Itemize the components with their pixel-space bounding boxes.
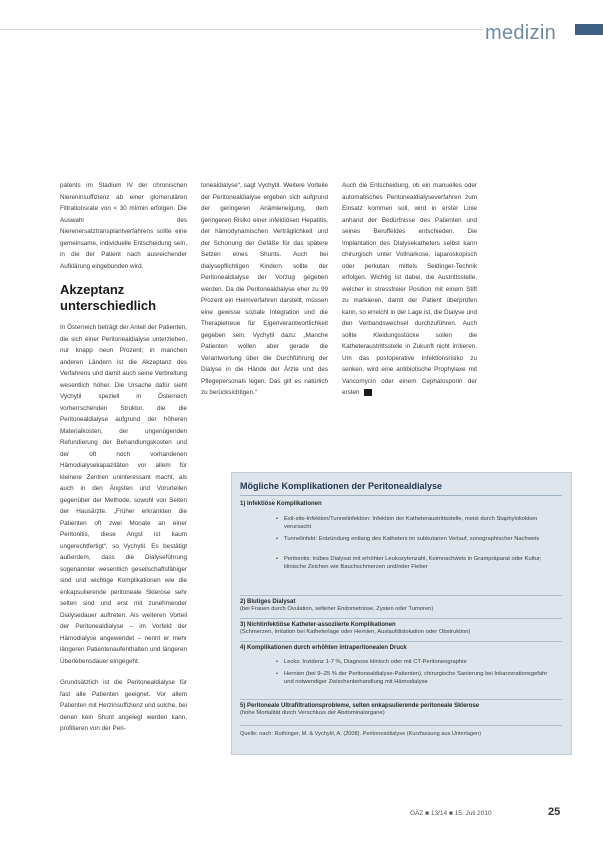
section-3-text: (Schmerzen, Irritation bei Katheterlage oder Hernien, Auslaufdislokation oder Obstruktion)	[240, 629, 471, 635]
header-rule	[0, 29, 483, 30]
page-number: 25	[548, 806, 561, 818]
section-color-bar	[575, 24, 603, 35]
box-divider	[240, 699, 562, 700]
box-section-5	[240, 703, 562, 718]
box-divider	[240, 641, 562, 642]
journal-footer: ÖÄZ ■ 13/14 ■ 15. Juli 2010	[410, 810, 492, 817]
article-column-2	[201, 180, 328, 399]
continue-marker-icon	[364, 389, 372, 396]
section-1-bullet-1: • Exit-site-Infektion/Tunnelinfektion: Infektion der Katheteraustrittsstelle, meist durch Staphylokokken verursacht	[284, 515, 558, 531]
column-1-lead: patents im Stadium IV der chronischen Niereninsuffizienz ab einer glomerulären Filtrationsrate von < 30 ml/min erfolgen. Die Auswahl des Nierenersatztransplantverfahrens sollte eine gemeinsame, individuelle Entscheidung sein, in die der Patient nach ausreichender Aufklärung eingebunden wird.	[60, 182, 187, 270]
column-2-body: tonealdialyse“, sagt Vychytil. Weitere Vorteile der Peritonealdialyse ergeben sich aufgrund der geringeren Anämieneigung, dem geringeren Risiko einer infektiösen Hepatitis, der hämodynamischen Verträglichkeit und der Schonung der Gefäße für das spätere Setzen eines Shunts. Auch bei dialysepflichtigen Kindern sollte der Peritonealdialyse der Vorzug gegeben werden. Da die Peritonealdialyse eher zu 99 Prozent ein Heimverfahren darstellt, müssen eine gewisse soziale Integration und die Therapietreue für Eigenverantwortlichkeit gegeben sein. Vychytil dazu: „Manche Patienten wollen aber gerade die Verantwortung über die Durchführung der Dialyse in die Hände der Ärzte und des Pflegepersonals legen. Das gilt es natürlich zu berücksichtigen.“	[201, 182, 328, 396]
column-1-tail: Grundsätzlich ist die Peritonealdialyse für fast alle Patienten geeignet. Vor allem Patienten mit Herzinsuffizienz und solche, bei denen kein Shunt angelegt werden kann, profitieren von der Peri-	[60, 679, 187, 732]
box-title: Mögliche Komplikationen der Peritonealdialyse	[240, 481, 443, 491]
column-3-body	[342, 180, 477, 399]
section-title: medizin	[485, 22, 557, 44]
section-4-bullet-2: • Hernien (bei 9–25 % der Peritonealdialyse-Patienten), chirurgische Sanierung bei Inkarzerationsgefahr und notwendiger Zwischenbehandlung mit Hämodialyse	[284, 670, 558, 686]
section-5-title: 5) Peritoneale Ultrafiltrationsprobleme, selten enkapsulierende peritoneale Sklerose	[240, 703, 480, 709]
complications-info-box	[231, 472, 572, 755]
section-1-bullet-2: • Tunnelinfekt: Entzündung entlang des Katheters im subkutanen Verlauf, sonographischer Nachweis	[284, 535, 558, 543]
section-5-text: (hohe Mortalität durch Verschluss der Abdominalorgane)	[240, 710, 385, 716]
box-section-3	[240, 622, 562, 637]
box-section-1	[240, 501, 562, 507]
column-3-text: Auch die Entscheidung, ob ein manuelles oder automatisches Peritonealdialyseverfahren zum Einsatz kommen soll, wird in erster Linie anhand der Bedürfnisse des Patienten und seines Beruffeldes entschieden. Die Implantation des Dialysekatheters selbst kann chirurgisch unter Vollnarkose, laparoskopisch oder perkutan mittels Seldinger-Technik erfolgen. Wichtig ist dabei, die Austrittsstelle, welcher in stressfreier Position mit einem Stift zu markieren, damit der Patient überprüfen kann, so erreicht in der Lage ist, die Dialyse und den Verbandswechsel durchzuführen. Auch sollte Kleidungsstücke sollen die Katheteraustrittsstelle in Zukunft nicht irritieren. Um das postoperative Infektionsrisiko zu senken, wird eine antibiotische Prophylaxe mit Vancomycin oder einem Cephalosporin der ersten	[342, 182, 477, 396]
box-section-2	[240, 599, 562, 614]
section-3-title: 3) Nichtinfektiöse Katheter-assoziierte Komplikationen	[240, 622, 396, 628]
box-divider	[240, 725, 562, 726]
column-1-body: In Österreich beträgt der Anteil der Patienten, die sich einer Peritonealdialyse unterziehen, nur knapp neun Prozent; in manchen anderen Ländern ist die Akzeptanz des Verfahrens und damit auch seine Verbreitung wesentlich höher. Die Ursache dafür sieht Vychytil speziell in Österreich vorherrschenden Struktur, die die Peritonealdialyse aufgrund der höheren Materialkosten, der ungenügenden Refundierung der Behandlungskosten und der oft noch vorhandenen Hämodialysekapazitäten vor allem für kleinere Zentren uninteressant macht, als auch in den Ängsten und Vorurteilen gegenüber der Methode, sowohl von Seiten der Hausärzte. „Früher erkrankten die Patienten oft zwei Monate an einer Peritonitis, diese Angst ist kaum ungerechtfertigt“, so Vychytil. Es bestätigt außerdem, dass die Dialyseführung sogenannter wesentlich gesellschaftsfähiger sind und wichtige Komplikationen wie die enkapsulierende peritoneale Sklerose sehr selten sind und erst mit zunehmender Dialysedauer auftreten. Als weiteren Vorteil der Peritonealdialyse – im Vorfeld der Hämodialyse angewendet – nennt er mehr längeren Patientenaufenthalten und längeren Überlebensdauer eingegeht.	[60, 324, 187, 665]
box-title-rule	[240, 495, 562, 496]
section-2-text: (bei Frauen durch Ovulation, seltener Endometriose, Zysten oder Tumoren)	[240, 606, 434, 612]
box-divider	[240, 595, 562, 596]
section-4-title: 4) Komplikationen durch erhöhten intraperitonealen Druck	[240, 645, 407, 651]
box-section-4	[240, 645, 562, 651]
box-divider	[240, 618, 562, 619]
article-column-3	[342, 180, 477, 399]
section-4-bullet-1: • Lecks: Inzidenz 1-7 %, Diagnose klinisch oder mit CT-Peritoneographie	[284, 658, 558, 666]
article-column-1	[60, 180, 187, 735]
section-heading: Akzeptanz unterschiedlich	[60, 282, 157, 313]
section-1-title: 1) Infektiöse Komplikationen	[240, 501, 322, 507]
section-1-bullet-3: • Peritonitis: trübes Dialysat mit erhöhter Leukozytenzahl, Keimnachweis in Grampräparat oder Kultur; klinische Zeichen wie Bauchschmerzen und/oder Fieber	[284, 555, 558, 571]
section-2-title: 2) Blutiges Dialysat	[240, 599, 296, 605]
box-source: Quelle: nach: Ruthinger, M. & Vychytil, A. (2008). Peritonealdialyse (Kurzfassung aus Unterlagen)	[240, 731, 482, 737]
